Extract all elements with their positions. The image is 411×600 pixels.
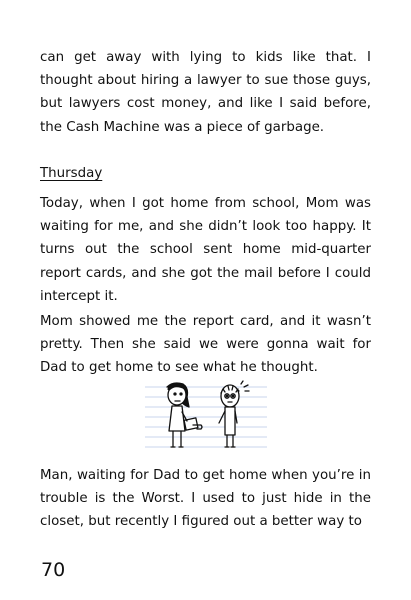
paragraph-1: can get away with lying to kids like that. I thought about hiring a lawyer to sue those guys, but lawyers cost money, and like I said before, the Cash Machine was a piece of garbage. bbox=[40, 50, 371, 135]
paragraph-4: Man, waiting for Dad to get home when you’re in trouble is the Worst. I used to just hide in the closet, but recently I figured out a better way to bbox=[40, 468, 371, 530]
page-number: 70 bbox=[41, 559, 66, 581]
paragraph-3: Mom showed me the report card, and it wasn’t pretty. Then she said we were gonna wait for Dad to get home to see what he thought. bbox=[40, 314, 371, 376]
mom-and-greg-report-card-drawing-icon bbox=[145, 379, 267, 455]
day-heading: Thursday bbox=[40, 166, 103, 181]
paragraph-2: Today, when I got home from school, Mom was waiting for me, and she didn’t look too happy. It turns out the school sent home mid-quarter report cards, and she got the mail before I could intercept it. bbox=[40, 196, 371, 304]
